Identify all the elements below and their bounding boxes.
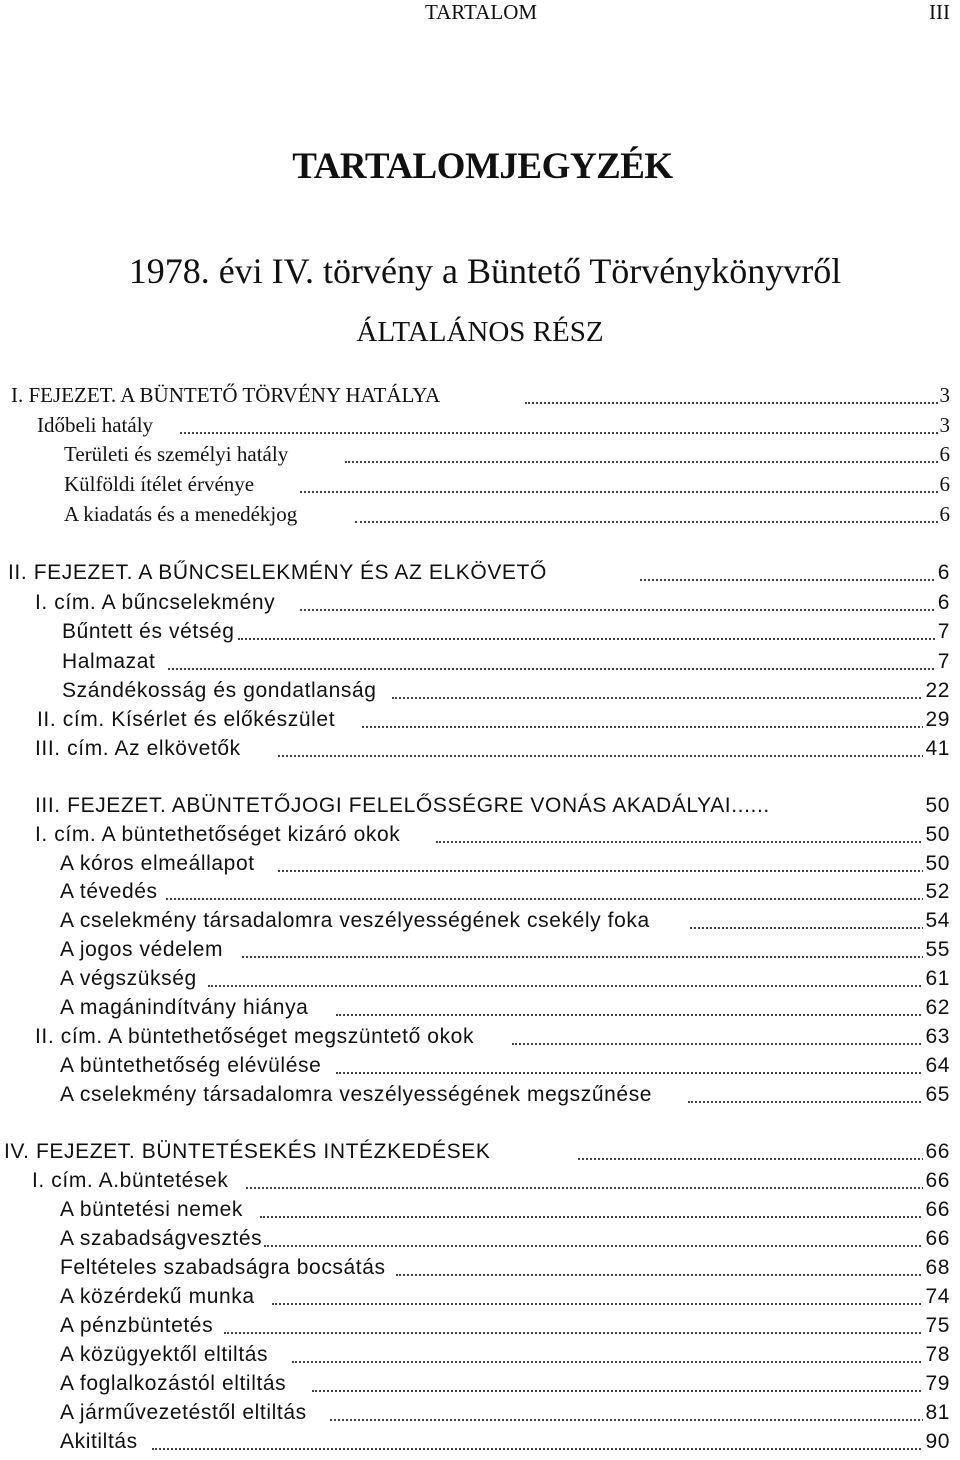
toc-entry bbox=[0, 964, 960, 993]
toc-entry-page: 81 bbox=[923, 1398, 950, 1427]
toc-entry-label: A magánindítvány hiánya bbox=[60, 993, 310, 1022]
leader-dots bbox=[168, 668, 938, 670]
toc-entry bbox=[0, 1340, 960, 1369]
toc-entry-label: A büntethetőség elévülése bbox=[60, 1051, 323, 1080]
toc-entry-label: I. cím. A büntethetőséget kizáró okok bbox=[35, 820, 402, 849]
toc-entry-label: A közügyektől eltiltás bbox=[60, 1340, 270, 1369]
toc-entry-page: 7 bbox=[936, 617, 950, 646]
toc-entry-label: I. cím. A.büntetések bbox=[32, 1166, 230, 1195]
toc-entry-page: 68 bbox=[923, 1253, 950, 1282]
toc-entry-page: 41 bbox=[923, 734, 950, 763]
toc-entry-page: 65 bbox=[923, 1080, 950, 1109]
toc-entry-page: 29 bbox=[923, 705, 950, 734]
toc-entry bbox=[0, 1080, 960, 1109]
leader-dots bbox=[166, 898, 928, 900]
toc-entry-label: Akitiltás bbox=[60, 1427, 140, 1456]
toc-chapter-4 bbox=[0, 1137, 960, 1166]
leader-dots bbox=[180, 432, 938, 434]
toc-entry-page: 52 bbox=[923, 877, 950, 906]
leader-dots bbox=[688, 1101, 928, 1103]
toc-title-entry bbox=[0, 1166, 960, 1195]
toc-entry-page: 3 bbox=[938, 411, 951, 440]
toc-entry-page: 6 bbox=[936, 558, 950, 587]
toc-entry bbox=[0, 440, 960, 469]
leader-dots bbox=[260, 1216, 928, 1218]
toc-entry-label: II. cím. Kísérlet és előkészület bbox=[37, 705, 337, 734]
toc-entry bbox=[0, 906, 960, 935]
toc-entry-label: Halmazat bbox=[62, 647, 158, 676]
toc-chapter-1 bbox=[0, 381, 960, 410]
leader-dots bbox=[640, 579, 938, 581]
leader-dots bbox=[242, 956, 928, 958]
law-title: 1978. évi IV. törvény a Büntető Törvénykönyvről bbox=[128, 251, 842, 291]
toc-entry-label: A cselekmény társadalomra veszélyességének csekély foka bbox=[60, 906, 652, 935]
toc-entry-label: Feltételes szabadságra bocsátás bbox=[60, 1253, 388, 1282]
toc-entry-label: A kiadatás és a menedékjog bbox=[64, 500, 299, 529]
toc-entry-label: A járművezetéstől eltiltás bbox=[60, 1398, 309, 1427]
toc-entry-page: 79 bbox=[923, 1369, 950, 1398]
toc-entry bbox=[0, 1311, 960, 1340]
toc-entry-page: 66 bbox=[923, 1195, 950, 1224]
leader-dots bbox=[345, 461, 938, 463]
toc-entry-page: 74 bbox=[923, 1282, 950, 1311]
toc-entry-label: Külföldi ítélet érvénye bbox=[64, 470, 256, 499]
running-head-page-number: III bbox=[929, 0, 950, 24]
leader-dots bbox=[224, 1332, 928, 1334]
toc-chapter-2 bbox=[0, 558, 960, 587]
leader-dots bbox=[246, 1187, 928, 1189]
leader-dots bbox=[396, 1274, 928, 1276]
toc-entry-page: 62 bbox=[923, 993, 950, 1022]
toc-entry-page: 78 bbox=[923, 1340, 950, 1369]
leader-dots bbox=[392, 697, 928, 699]
toc-entry bbox=[0, 849, 960, 878]
toc-title-entry bbox=[0, 588, 960, 617]
leader-dots bbox=[208, 985, 928, 987]
leader-dots bbox=[525, 402, 938, 404]
toc-entry bbox=[0, 500, 960, 529]
toc-entry-page: 50 bbox=[923, 849, 950, 878]
toc-entry-label: Időbeli hatály bbox=[37, 411, 155, 440]
leader-dots bbox=[300, 609, 938, 611]
part-title: ÁLTALÁNOS RÉSZ bbox=[356, 316, 604, 348]
toc-entry bbox=[0, 1369, 960, 1398]
leader-dots bbox=[436, 841, 928, 843]
toc-entry bbox=[0, 1195, 960, 1224]
toc-entry bbox=[0, 647, 960, 676]
leader-dots bbox=[278, 755, 928, 757]
leader-dots bbox=[300, 491, 938, 493]
toc-entry bbox=[0, 877, 960, 906]
toc-title-entry bbox=[0, 705, 960, 734]
toc-entry-label: A pénzbüntetés bbox=[60, 1311, 215, 1340]
running-head-title: TARTALOM bbox=[425, 0, 538, 24]
toc-entry-label: A büntetési nemek bbox=[60, 1195, 245, 1224]
toc-entry-label: IV. FEJEZET. BÜNTETÉSEKÉS INTÉZKEDÉSEK bbox=[4, 1137, 492, 1166]
leader-dots bbox=[578, 1158, 928, 1160]
toc-entry bbox=[0, 470, 960, 499]
toc-entry-label: II. FEJEZET. A BŰNCSELEKMÉNY ÉS AZ ELKÖVETŐ bbox=[8, 558, 549, 587]
toc-entry-label: A végszükség bbox=[60, 964, 199, 993]
leader-dots bbox=[312, 1390, 928, 1392]
toc-entry bbox=[0, 411, 960, 440]
toc-entry-label: A tévedés bbox=[60, 877, 160, 906]
toc-entry bbox=[0, 935, 960, 964]
leader-dots bbox=[336, 1014, 928, 1016]
toc-entry-page: 61 bbox=[923, 964, 950, 993]
toc-entry bbox=[0, 1253, 960, 1282]
toc-entry-page: 6 bbox=[936, 588, 950, 617]
toc-entry-label: III. cím. Az elkövetők bbox=[35, 734, 243, 763]
toc-title-entry bbox=[0, 820, 960, 849]
leader-dots bbox=[238, 638, 938, 640]
toc-entry-label: Bűntett és vétség bbox=[62, 617, 236, 646]
toc-entry-page: 3 bbox=[938, 381, 951, 410]
toc-entry-label: Szándékosság és gondatlanság bbox=[62, 676, 379, 705]
toc-entry bbox=[0, 1398, 960, 1427]
toc-entry bbox=[0, 1224, 960, 1253]
toc-entry-page: 75 bbox=[923, 1311, 950, 1340]
toc-entry-label: A szabadságvesztés bbox=[60, 1224, 264, 1253]
leader-dots bbox=[292, 1361, 928, 1363]
toc-entry-page: 64 bbox=[923, 1051, 950, 1080]
toc-entry-label: I. cím. A bűncselekmény bbox=[35, 588, 277, 617]
toc-entry bbox=[0, 993, 960, 1022]
toc-entry-page: 6 bbox=[938, 500, 951, 529]
toc-entry-label: A cselekmény társadalomra veszélyességének megszűnése bbox=[60, 1080, 654, 1109]
toc-entry-label: A közérdekű munka bbox=[60, 1282, 257, 1311]
leader-dots bbox=[272, 1303, 928, 1305]
toc-entry bbox=[0, 1051, 960, 1080]
toc-entry bbox=[0, 676, 960, 705]
toc-entry-label: A kóros elmeállapot bbox=[60, 849, 257, 878]
leader-dots bbox=[355, 521, 938, 523]
leader-dots bbox=[264, 1245, 928, 1247]
toc-entry bbox=[0, 1427, 960, 1456]
leader-dots bbox=[362, 726, 928, 728]
leader-dots bbox=[690, 927, 928, 929]
toc-entry-label: III. FEJEZET. ABÜNTETŐJOGI FELELŐSSÉGRE VONÁS AKADÁLYAI...... bbox=[35, 791, 772, 820]
toc-entry-page: 22 bbox=[923, 676, 950, 705]
leader-dots bbox=[278, 870, 928, 872]
toc-title-entry bbox=[0, 734, 960, 763]
toc-entry-label: Területi és személyi hatály bbox=[64, 440, 290, 469]
toc-entry bbox=[0, 617, 960, 646]
leader-dots bbox=[336, 1072, 928, 1074]
toc-entry-page: 50 bbox=[923, 791, 950, 820]
toc-entry-page: 66 bbox=[923, 1166, 950, 1195]
toc-entry-label: II. cím. A büntethetőséget megszüntető okok bbox=[35, 1022, 476, 1051]
toc-entry-page: 66 bbox=[923, 1224, 950, 1253]
toc-title-entry bbox=[0, 1022, 960, 1051]
toc-entry-page: 7 bbox=[936, 647, 950, 676]
toc-entry-page: 90 bbox=[923, 1427, 950, 1456]
toc-entry-page: 66 bbox=[923, 1137, 950, 1166]
toc-entry-label: A foglalkozástól eltiltás bbox=[60, 1369, 288, 1398]
toc-entry bbox=[0, 1282, 960, 1311]
toc-entry-page: 6 bbox=[938, 440, 951, 469]
leader-dots bbox=[512, 1043, 928, 1045]
toc-entry-page: 63 bbox=[923, 1022, 950, 1051]
toc-entry-label: I. FEJEZET. A BÜNTETŐ TÖRVÉNY HATÁLYA bbox=[11, 381, 442, 410]
toc-entry-page: 6 bbox=[938, 470, 951, 499]
page-title: TARTALOMJEGYZÉK bbox=[292, 146, 673, 187]
toc-entry-page: 55 bbox=[923, 935, 950, 964]
toc-entry-label: A jogos védelem bbox=[60, 935, 225, 964]
toc-chapter-3 bbox=[0, 791, 960, 820]
toc-entry-page: 54 bbox=[923, 906, 950, 935]
toc-entry-page: 50 bbox=[923, 820, 950, 849]
leader-dots bbox=[152, 1448, 928, 1450]
leader-dots bbox=[330, 1419, 928, 1421]
